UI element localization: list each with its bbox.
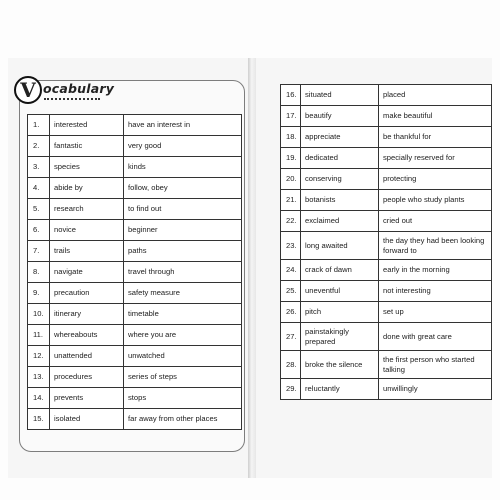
vocab-word: interested <box>50 115 124 136</box>
row-number: 7. <box>28 241 50 262</box>
table-row <box>281 379 492 400</box>
vocab-word: appreciate <box>301 127 379 148</box>
vocabulary-badge <box>14 76 114 106</box>
vocab-meaning: very good <box>124 136 242 157</box>
vocab-meaning: travel through <box>124 262 242 283</box>
vocab-word: isolated <box>50 409 124 430</box>
table-row <box>28 262 242 283</box>
vocab-word: trails <box>50 241 124 262</box>
vocab-word: reluctantly <box>301 379 379 400</box>
vocab-word: conserving <box>301 169 379 190</box>
vocab-word: unattended <box>50 346 124 367</box>
row-number: 23. <box>281 232 301 260</box>
table-row <box>281 211 492 232</box>
table-row <box>28 409 242 430</box>
vocab-word: whereabouts <box>50 325 124 346</box>
vocab-word: pitch <box>301 302 379 323</box>
table-row <box>281 323 492 351</box>
table-row <box>281 302 492 323</box>
table-row <box>281 85 492 106</box>
vocab-word: fantastic <box>50 136 124 157</box>
row-number: 18. <box>281 127 301 148</box>
vocab-word: species <box>50 157 124 178</box>
vocab-meaning: cried out <box>379 211 492 232</box>
vocab-word: itinerary <box>50 304 124 325</box>
table-row <box>28 199 242 220</box>
row-number: 11. <box>28 325 50 346</box>
table-row <box>281 281 492 302</box>
row-number: 21. <box>281 190 301 211</box>
vocab-meaning: the day they had been looking forward to <box>379 232 492 260</box>
table-row <box>28 136 242 157</box>
vocab-meaning: beginner <box>124 220 242 241</box>
vocab-meaning: protecting <box>379 169 492 190</box>
table-row <box>281 169 492 190</box>
vocab-meaning: unwillingly <box>379 379 492 400</box>
table-row <box>281 148 492 169</box>
vocabulary-badge-text: ocabulary <box>43 81 115 96</box>
vocab-word: research <box>50 199 124 220</box>
table-row <box>281 260 492 281</box>
table-row <box>281 106 492 127</box>
table-row <box>28 304 242 325</box>
table-row <box>28 283 242 304</box>
vocab-word: beautify <box>301 106 379 127</box>
row-number: 26. <box>281 302 301 323</box>
table-row <box>28 178 242 199</box>
table-row <box>281 351 492 379</box>
vocab-meaning: paths <box>124 241 242 262</box>
vocabulary-table-right <box>280 84 492 400</box>
row-number: 27. <box>281 323 301 351</box>
table-row <box>281 190 492 211</box>
vocabulary-table-left <box>27 114 242 430</box>
vocab-meaning: stops <box>124 388 242 409</box>
row-number: 13. <box>28 367 50 388</box>
row-number: 14. <box>28 388 50 409</box>
vocab-meaning: done with great care <box>379 323 492 351</box>
vocab-word: abide by <box>50 178 124 199</box>
table-row <box>28 220 242 241</box>
vocab-word: precaution <box>50 283 124 304</box>
vocab-meaning: placed <box>379 85 492 106</box>
table-row <box>281 127 492 148</box>
row-number: 15. <box>28 409 50 430</box>
row-number: 3. <box>28 157 50 178</box>
vocab-meaning: make beautiful <box>379 106 492 127</box>
vocabulary-badge-underline <box>44 98 100 100</box>
vocab-meaning: people who study plants <box>379 190 492 211</box>
row-number: 1. <box>28 115 50 136</box>
row-number: 4. <box>28 178 50 199</box>
row-number: 29. <box>281 379 301 400</box>
vocab-word: procedures <box>50 367 124 388</box>
vocab-meaning: the first person who started talking <box>379 351 492 379</box>
row-number: 12. <box>28 346 50 367</box>
table-row <box>28 325 242 346</box>
row-number: 25. <box>281 281 301 302</box>
row-number: 5. <box>28 199 50 220</box>
vocab-word: exclaimed <box>301 211 379 232</box>
table-row <box>28 241 242 262</box>
vocab-meaning: where you are <box>124 325 242 346</box>
vocab-meaning: follow, obey <box>124 178 242 199</box>
table-row <box>28 157 242 178</box>
vocab-word: uneventful <box>301 281 379 302</box>
row-number: 8. <box>28 262 50 283</box>
vocab-word: situated <box>301 85 379 106</box>
vocab-word: long awaited <box>301 232 379 260</box>
vocabulary-badge-initial: V <box>14 76 42 104</box>
vocab-word: botanists <box>301 190 379 211</box>
vocab-word: navigate <box>50 262 124 283</box>
row-number: 6. <box>28 220 50 241</box>
row-number: 19. <box>281 148 301 169</box>
vocab-meaning: to find out <box>124 199 242 220</box>
row-number: 22. <box>281 211 301 232</box>
vocab-meaning: have an interest in <box>124 115 242 136</box>
vocab-meaning: set up <box>379 302 492 323</box>
vocab-meaning: unwatched <box>124 346 242 367</box>
row-number: 24. <box>281 260 301 281</box>
vocab-meaning: specially reserved for <box>379 148 492 169</box>
vocab-meaning: safety measure <box>124 283 242 304</box>
table-row <box>28 388 242 409</box>
vocab-word: broke the silence <box>301 351 379 379</box>
vocab-word: prevents <box>50 388 124 409</box>
vocab-meaning: timetable <box>124 304 242 325</box>
row-number: 20. <box>281 169 301 190</box>
vocab-word: novice <box>50 220 124 241</box>
vocab-meaning: be thankful for <box>379 127 492 148</box>
vocab-meaning: kinds <box>124 157 242 178</box>
row-number: 17. <box>281 106 301 127</box>
row-number: 9. <box>28 283 50 304</box>
row-number: 2. <box>28 136 50 157</box>
row-number: 16. <box>281 85 301 106</box>
table-row <box>28 367 242 388</box>
vocab-word: dedicated <box>301 148 379 169</box>
table-row <box>28 115 242 136</box>
table-row <box>281 232 492 260</box>
vocab-meaning: series of steps <box>124 367 242 388</box>
vocab-word: crack of dawn <box>301 260 379 281</box>
vocab-meaning: not interesting <box>379 281 492 302</box>
table-row <box>28 346 242 367</box>
row-number: 10. <box>28 304 50 325</box>
vocab-word: painstakingly prepared <box>301 323 379 351</box>
row-number: 28. <box>281 351 301 379</box>
vocab-meaning: early in the morning <box>379 260 492 281</box>
vocab-meaning: far away from other places <box>124 409 242 430</box>
